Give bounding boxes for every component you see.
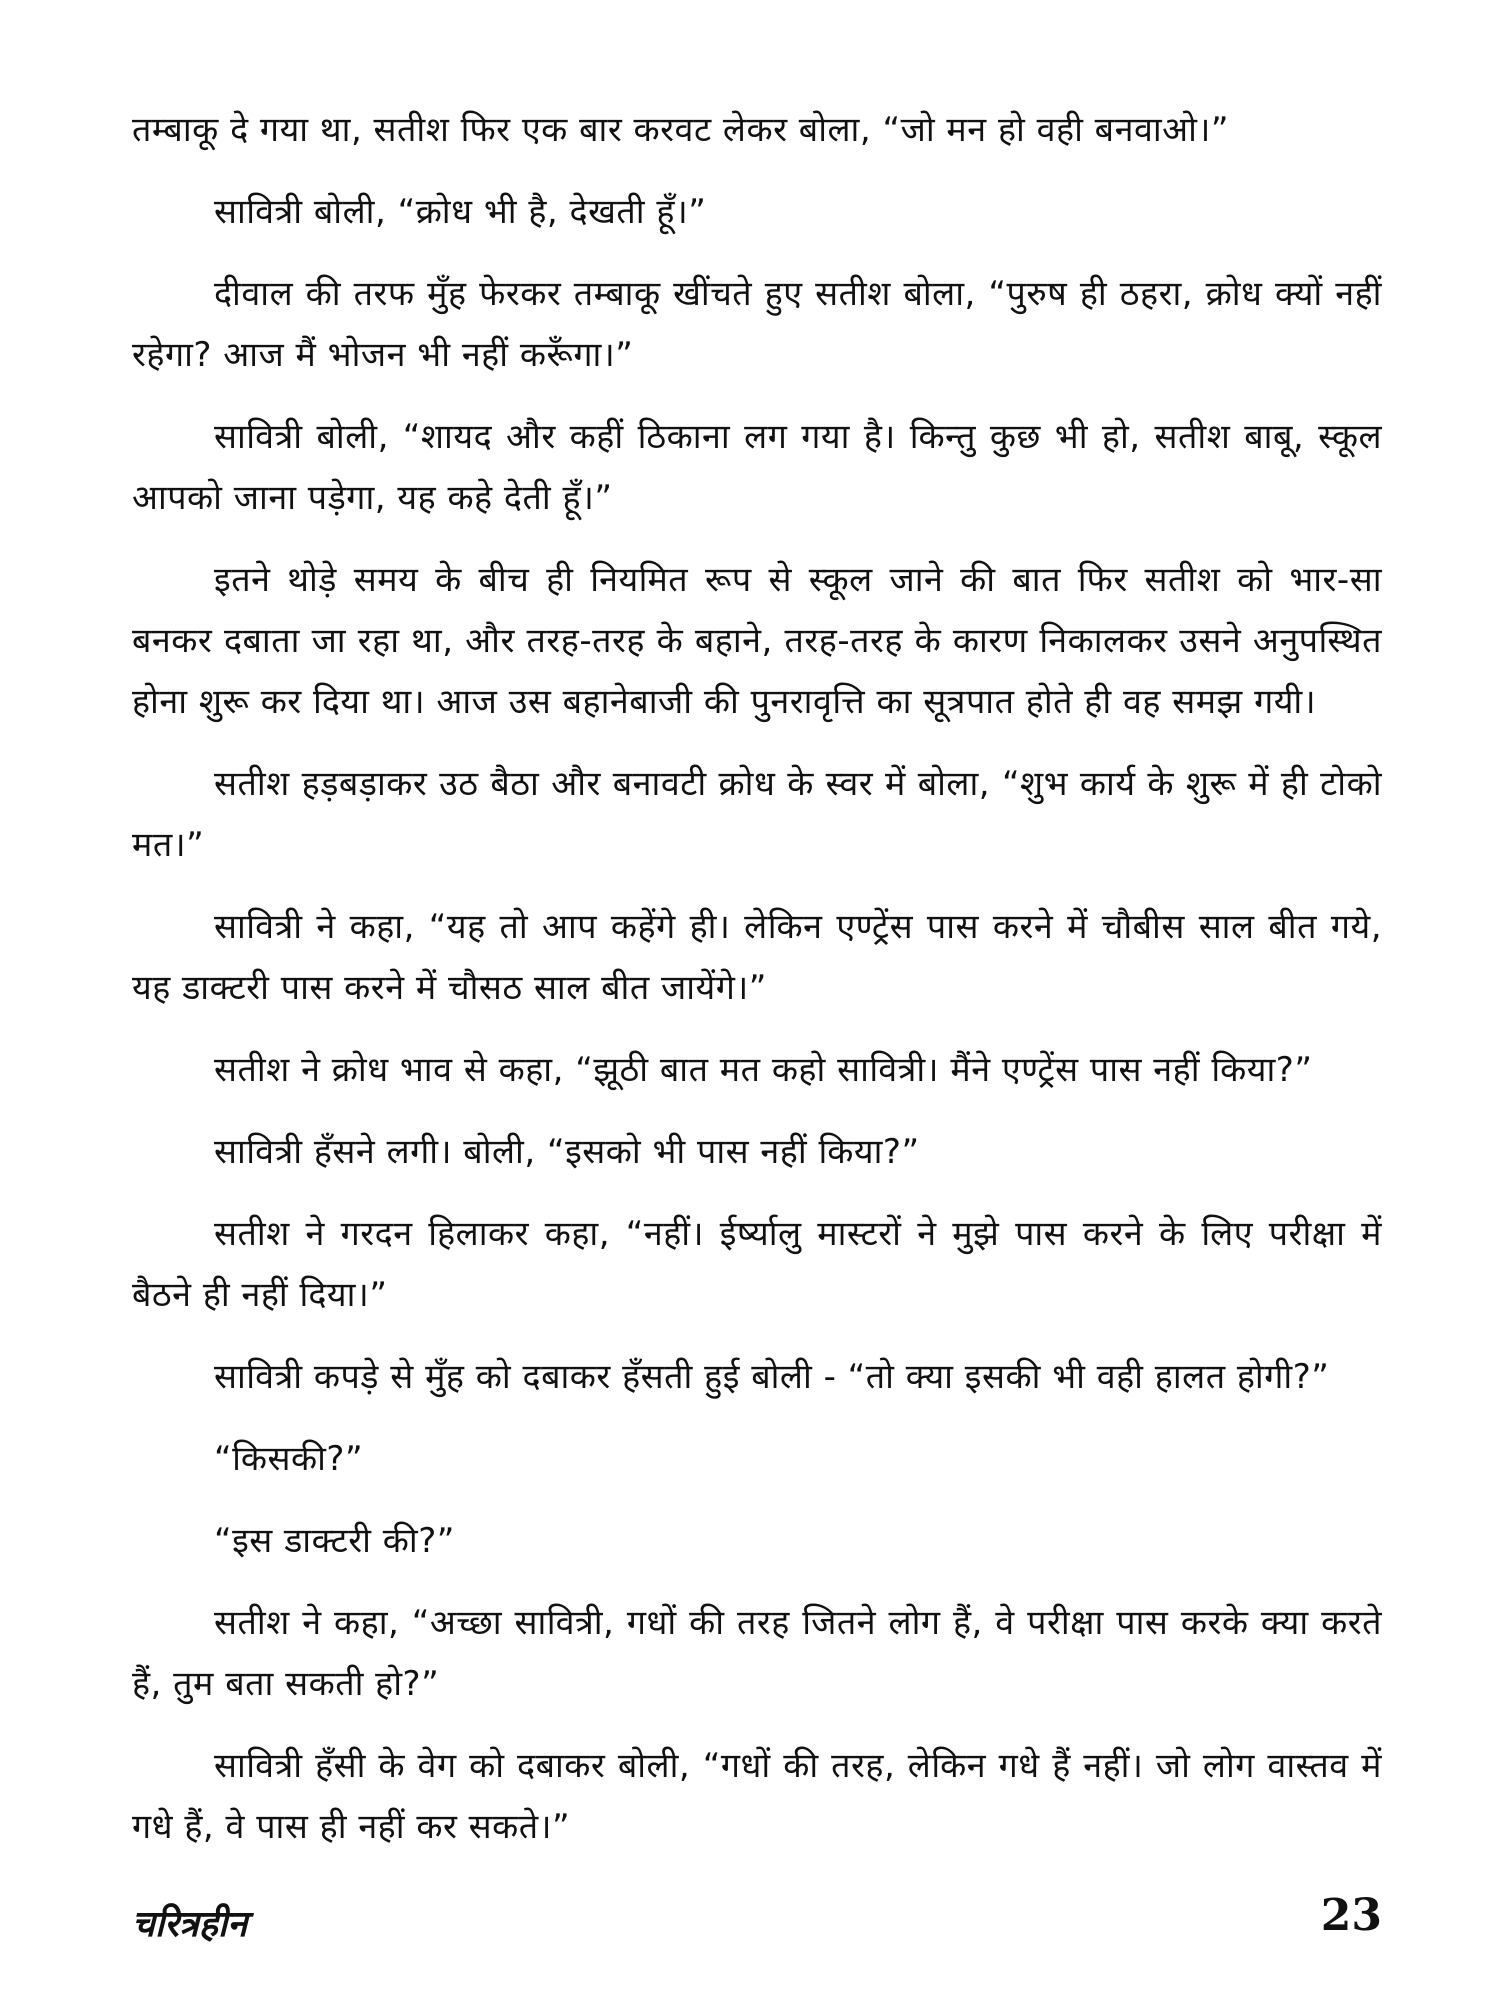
paragraph: “किसकी?” bbox=[214, 1439, 364, 1479]
paragraph: सावित्री बोली, “शायद और कहीं ठिकाना लग गया है। किन्तु कुछ भी हो, सतीश बाबू, स्कूल आपको जाना पड़ेगा, यह कहे देती हूँ।” bbox=[132, 417, 1382, 518]
paragraph: सावित्री ने कहा, “यह तो आप कहेंगे ही। लेकिन एण्ट्रेंस पास करने में चौबीस साल बीत गये, यह डाक्टरी पास करने में चौसठ साल बीत जायेंगे।” bbox=[132, 907, 1382, 1008]
footer-book-title: चरित्रहीन bbox=[132, 1904, 248, 1945]
paragraph: सावित्री बोली, “क्रोध भी है, देखती हूँ।” bbox=[214, 192, 707, 232]
paragraph: इतने थोड़े समय के बीच ही नियमित रूप से स्कूल जाने की बात फिर सतीश को भार-सा बनकर दबाता जा रहा था, और तरह-तरह के बहाने, तरह-तरह के कारण निकालकर उसने अनुपस्थित होना शुरू कर दिया था। आज उस बहानेबाजी की पुनरावृत्ति का सूत्रपात होते ही वह समझ गयी। bbox=[132, 560, 1382, 722]
paragraph: सावित्री हँसने लगी। बोली, “इसको भी पास नहीं किया?” bbox=[214, 1132, 920, 1172]
body-text bbox=[132, 100, 1382, 1879]
paragraph: सावित्री कपड़े से मुँह को दबाकर हँसती हुई बोली - “तो क्या इसकी भी वही हालत होगी?” bbox=[214, 1357, 1330, 1397]
page-number: 23 bbox=[1320, 1890, 1382, 1941]
paragraph: सतीश ने कहा, “अच्छा सावित्री, गधों की तरह जितने लोग हैं, वे परीक्षा पास करके क्या करते हैं, तुम बता सकती हो?” bbox=[132, 1603, 1382, 1704]
paragraph: “इस डाक्टरी की?” bbox=[214, 1521, 455, 1561]
paragraph: सतीश हड़बड़ाकर उठ बैठा और बनावटी क्रोध के स्वर में बोला, “शुभ कार्य के शुरू में ही टोको मत।” bbox=[132, 764, 1382, 865]
paragraph: सतीश ने गरदन हिलाकर कहा, “नहीं। ईर्ष्यालु मास्टरों ने मुझे पास करने के लिए परीक्षा में बैठने ही नहीं दिया।” bbox=[132, 1214, 1382, 1315]
paragraph: सावित्री हँसी के वेग को दबाकर बोली, “गधों की तरह, लेकिन गधे हैं नहीं। जो लोग वास्तव में गधे हैं, वे पास ही नहीं कर सकते।” bbox=[132, 1746, 1382, 1847]
paragraph: दीवाल की तरफ मुँह फेरकर तम्बाकू खींचते हुए सतीश बोला, “पुरुष ही ठहरा, क्रोध क्यों नहीं रहेगा? आज मैं भोजन भी नहीं करूँगा।” bbox=[132, 274, 1382, 375]
paragraph: सतीश ने क्रोध भाव से कहा, “झूठी बात मत कहो सावित्री। मैंने एण्ट्रेंस पास नहीं किया?” bbox=[214, 1050, 1313, 1090]
paragraph: तम्बाकू दे गया था, सतीश फिर एक बार करवट लेकर बोला, “जो मन हो वही बनवाओ।” bbox=[132, 110, 1229, 150]
